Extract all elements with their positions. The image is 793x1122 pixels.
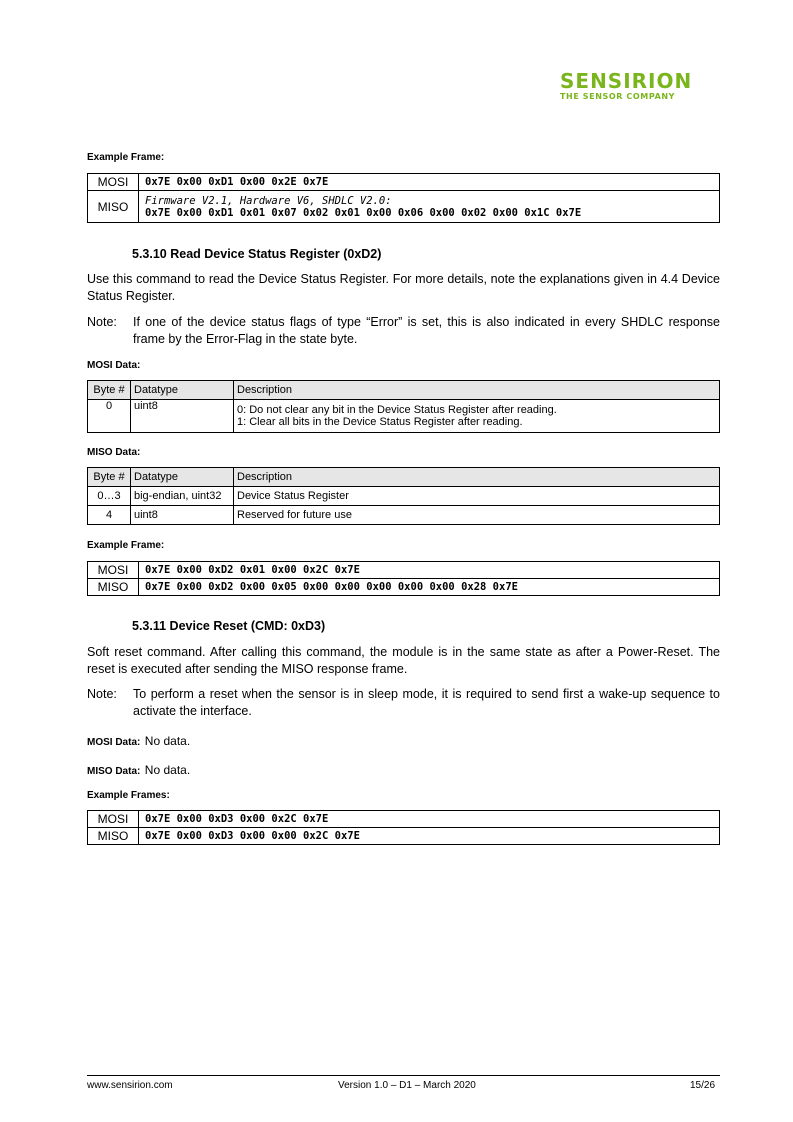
frame-mosi-row [88,174,720,191]
logo-tagline: THE SENSOR COMPANY [560,92,676,101]
mosi-value: 0x7E 0x00 0xD2 0x01 0x00 0x2C 0x7E [139,562,720,579]
description-line: 1: Clear all bits in the Device Status Register after reading. [237,416,523,428]
cell-byte: 0…3 [88,487,131,506]
mosi-value: 0x7E 0x00 0xD1 0x00 0x2E 0x7E [139,174,720,191]
miso-data-label: MISO Data: [87,447,141,458]
frame-miso-row [88,828,720,845]
cell-description [234,400,720,433]
footer-page-number: 15/26 [690,1080,716,1091]
frame-mosi-row [88,811,720,828]
cell-datatype: uint8 [131,506,234,525]
miso-value: 0x7E 0x00 0xD2 0x00 0x05 0x00 0x00 0x00 0x00 0x00 0x28 0x7E [139,579,720,596]
cell-description: Device Status Register [234,487,720,506]
mosi-label: MOSI [88,562,139,579]
header-byte: Byte # [88,381,131,400]
note-text: To perform a reset when the sensor is in sleep mode, it is required to send first a wake-up sequence to activate the interface. [133,687,720,718]
table-row [88,487,720,506]
table-header-row [88,468,720,487]
mosi-label: MOSI [88,174,139,191]
note-block [87,686,720,720]
frame-mosi-row [88,562,720,579]
example-frame-table [87,561,720,596]
example-frame-table [87,810,720,845]
header-byte: Byte # [88,468,131,487]
mosi-label: MOSI [88,811,139,828]
description-line: 0: Do not clear any bit in the Device Status Register after reading. [237,404,557,416]
frame-miso-row [88,191,720,223]
example-frame-label: Example Frame: [87,540,165,551]
section-paragraph: Soft reset command. After calling this command, the module is in the same state as after a Power-Reset. The reset is executed after sending the MISO response frame. [87,645,720,676]
footer-website: www.sensirion.com [87,1080,173,1091]
mosi-data-line [87,732,190,750]
miso-data-table [87,467,720,525]
mosi-data-value: No data. [144,734,191,748]
cell-datatype: big-endian, uint32 [131,487,234,506]
table-row [88,506,720,525]
table-header-row [88,381,720,400]
miso-data-line [87,761,190,779]
miso-label: MISO [88,579,139,596]
company-logo [560,70,720,102]
note-label: Note: [87,687,117,701]
miso-data-label: MISO Data: [87,766,141,777]
miso-cell [139,191,720,223]
cell-byte: 4 [88,506,131,525]
section-heading-5-3-10: 5.3.10 Read Device Status Register (0xD2) [132,247,382,261]
miso-label: MISO [88,828,139,845]
example-frame-label: Example Frame: [87,152,165,163]
footer-version: Version 1.0 – D1 – March 2020 [338,1080,476,1091]
mosi-data-label: MOSI Data: [87,360,141,371]
section-paragraph: Use this command to read the Device Status Register. For more details, note the explanations given in 4.4 Device Status Register. [87,272,720,303]
header-description: Description [234,381,720,400]
example-frame-table [87,173,720,223]
header-datatype: Datatype [131,468,234,487]
mosi-data-label: MOSI Data: [87,737,141,748]
cell-datatype: uint8 [131,400,234,433]
note-text: If one of the device status flags of type “Error” is set, this is also indicated in every SHDLC response frame by the Error-Flag in the state byte. [133,315,720,346]
note-label: Note: [87,315,117,329]
header-datatype: Datatype [131,381,234,400]
mosi-data-table [87,380,720,433]
cell-description: Reserved for future use [234,506,720,525]
mosi-value: 0x7E 0x00 0xD3 0x00 0x2C 0x7E [139,811,720,828]
miso-version-note: Firmware V2.1, Hardware V6, SHDLC V2.0: [145,194,392,207]
miso-value: 0x7E 0x00 0xD3 0x00 0x00 0x2C 0x7E [139,828,720,845]
header-description: Description [234,468,720,487]
example-frames-label: Example Frames: [87,790,170,801]
miso-label: MISO [88,191,139,223]
miso-value: 0x7E 0x00 0xD1 0x01 0x07 0x02 0x01 0x00 0x06 0x00 0x02 0x00 0x1C 0x7E [145,206,582,219]
note-block [87,314,720,348]
table-row [88,400,720,433]
cell-byte: 0 [88,400,131,433]
footer-divider [87,1075,720,1076]
section-heading-5-3-11: 5.3.11 Device Reset (CMD: 0xD3) [132,619,326,633]
frame-miso-row [88,579,720,596]
miso-data-value: No data. [144,763,191,777]
logo-wordmark: SENSIRION [560,69,693,93]
